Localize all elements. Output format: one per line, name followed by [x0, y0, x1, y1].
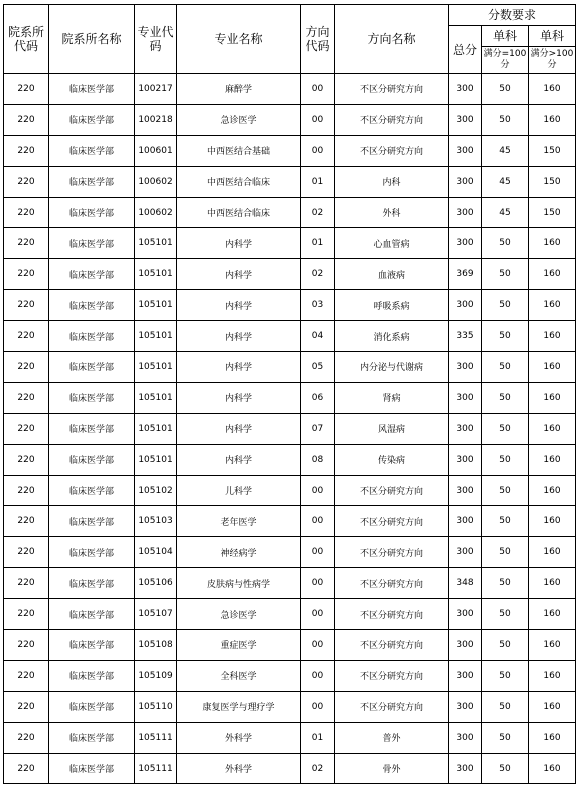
total-score-cell: 300: [449, 444, 482, 475]
dept-code-cell: 220: [4, 259, 49, 290]
dept-code-cell: 220: [4, 568, 49, 599]
major-name-cell: 内科学: [177, 352, 301, 383]
major-code-cell: 105108: [135, 630, 177, 661]
single-subject-over-100-cell: 150: [529, 197, 576, 228]
direction-name-cell: 不区分研究方向: [335, 568, 449, 599]
dept-code-cell: 220: [4, 506, 49, 537]
single-subject-over-100-cell: 160: [529, 537, 576, 568]
header-major-code: 专业代码: [135, 5, 177, 74]
dept-name-cell: 临床医学部: [49, 166, 135, 197]
dept-code-cell: 220: [4, 722, 49, 753]
total-score-cell: 300: [449, 475, 482, 506]
direction-code-cell: 00: [301, 506, 335, 537]
direction-name-cell: 呼吸系病: [335, 290, 449, 321]
single-subject-100-cell: 50: [482, 506, 529, 537]
major-code-cell: 105107: [135, 599, 177, 630]
header-direction-name: 方向名称: [335, 5, 449, 74]
dept-code-cell: 220: [4, 537, 49, 568]
major-name-cell: 外科学: [177, 722, 301, 753]
major-code-cell: 100218: [135, 104, 177, 135]
major-name-cell: 内科学: [177, 444, 301, 475]
table-row: [4, 321, 576, 352]
direction-code-cell: 00: [301, 74, 335, 105]
dept-code-cell: 220: [4, 413, 49, 444]
single-subject-over-100-cell: 160: [529, 506, 576, 537]
direction-code-cell: 00: [301, 135, 335, 166]
table-row: [4, 537, 576, 568]
total-score-cell: 300: [449, 352, 482, 383]
total-score-cell: 300: [449, 228, 482, 259]
table-row: [4, 568, 576, 599]
dept-code-cell: 220: [4, 290, 49, 321]
header-score-requirements: 分数要求: [449, 5, 576, 26]
dept-name-cell: 临床医学部: [49, 537, 135, 568]
total-score-cell: 300: [449, 753, 482, 784]
table-row: [4, 290, 576, 321]
header-total-score: 总分: [449, 26, 482, 74]
dept-name-cell: 临床医学部: [49, 660, 135, 691]
direction-name-cell: 不区分研究方向: [335, 475, 449, 506]
major-code-cell: 105101: [135, 382, 177, 413]
direction-name-cell: 不区分研究方向: [335, 74, 449, 105]
direction-code-cell: 04: [301, 321, 335, 352]
direction-name-cell: 不区分研究方向: [335, 599, 449, 630]
dept-name-cell: 临床医学部: [49, 753, 135, 784]
major-name-cell: 康复医学与理疗学: [177, 691, 301, 722]
direction-name-cell: 心血管病: [335, 228, 449, 259]
total-score-cell: 300: [449, 506, 482, 537]
major-name-cell: 内科学: [177, 321, 301, 352]
major-name-cell: 内科学: [177, 228, 301, 259]
header-full-marks-100: 满分=100分: [482, 47, 529, 74]
dept-name-cell: 临床医学部: [49, 74, 135, 105]
total-score-cell: 300: [449, 382, 482, 413]
dept-name-cell: 临床医学部: [49, 630, 135, 661]
single-subject-over-100-cell: 160: [529, 568, 576, 599]
direction-code-cell: 00: [301, 660, 335, 691]
total-score-cell: 300: [449, 537, 482, 568]
header-dept-code: 院系所代码: [4, 5, 49, 74]
direction-code-cell: 00: [301, 691, 335, 722]
single-subject-100-cell: 50: [482, 352, 529, 383]
single-subject-over-100-cell: 160: [529, 691, 576, 722]
single-subject-100-cell: 50: [482, 568, 529, 599]
single-subject-100-cell: 50: [482, 722, 529, 753]
direction-code-cell: 03: [301, 290, 335, 321]
major-code-cell: 105104: [135, 537, 177, 568]
major-name-cell: 内科学: [177, 290, 301, 321]
direction-code-cell: 00: [301, 630, 335, 661]
major-code-cell: 105106: [135, 568, 177, 599]
single-subject-100-cell: 50: [482, 599, 529, 630]
total-score-cell: 300: [449, 722, 482, 753]
total-score-cell: 300: [449, 413, 482, 444]
direction-code-cell: 00: [301, 599, 335, 630]
major-name-cell: 中西医结合基础: [177, 135, 301, 166]
single-subject-over-100-cell: 160: [529, 475, 576, 506]
major-code-cell: 105101: [135, 321, 177, 352]
single-subject-over-100-cell: 160: [529, 444, 576, 475]
direction-name-cell: 不区分研究方向: [335, 135, 449, 166]
single-subject-100-cell: 50: [482, 537, 529, 568]
direction-name-cell: 内分泌与代谢病: [335, 352, 449, 383]
total-score-cell: 348: [449, 568, 482, 599]
direction-name-cell: 骨外: [335, 753, 449, 784]
header-single-subject-1: 单科: [482, 26, 529, 47]
dept-name-cell: 临床医学部: [49, 290, 135, 321]
single-subject-100-cell: 50: [482, 104, 529, 135]
single-subject-100-cell: 50: [482, 630, 529, 661]
total-score-cell: 300: [449, 197, 482, 228]
dept-code-cell: 220: [4, 166, 49, 197]
table-row: [4, 74, 576, 105]
score-requirements-table: [3, 4, 576, 784]
single-subject-over-100-cell: 160: [529, 382, 576, 413]
direction-name-cell: 不区分研究方向: [335, 691, 449, 722]
major-code-cell: 105101: [135, 290, 177, 321]
major-name-cell: 儿科学: [177, 475, 301, 506]
dept-name-cell: 临床医学部: [49, 197, 135, 228]
single-subject-over-100-cell: 150: [529, 166, 576, 197]
single-subject-over-100-cell: 160: [529, 321, 576, 352]
direction-code-cell: 05: [301, 352, 335, 383]
table-row: [4, 506, 576, 537]
dept-name-cell: 临床医学部: [49, 568, 135, 599]
major-name-cell: 神经病学: [177, 537, 301, 568]
dept-code-cell: 220: [4, 660, 49, 691]
single-subject-over-100-cell: 160: [529, 228, 576, 259]
major-code-cell: 100602: [135, 197, 177, 228]
dept-name-cell: 临床医学部: [49, 104, 135, 135]
major-name-cell: 皮肤病与性病学: [177, 568, 301, 599]
dept-code-cell: 220: [4, 691, 49, 722]
single-subject-over-100-cell: 160: [529, 290, 576, 321]
single-subject-over-100-cell: 160: [529, 352, 576, 383]
table-row: [4, 753, 576, 784]
single-subject-100-cell: 50: [482, 74, 529, 105]
major-code-cell: 105101: [135, 413, 177, 444]
direction-code-cell: 01: [301, 166, 335, 197]
total-score-cell: 369: [449, 259, 482, 290]
header-single-subject-2: 单科: [529, 26, 576, 47]
major-code-cell: 105101: [135, 228, 177, 259]
direction-code-cell: 02: [301, 197, 335, 228]
header-full-marks-over-100: 满分>100分: [529, 47, 576, 74]
single-subject-over-100-cell: 160: [529, 722, 576, 753]
major-code-cell: 105109: [135, 660, 177, 691]
single-subject-100-cell: 50: [482, 753, 529, 784]
direction-name-cell: 不区分研究方向: [335, 104, 449, 135]
single-subject-over-100-cell: 160: [529, 259, 576, 290]
single-subject-over-100-cell: 160: [529, 104, 576, 135]
single-subject-100-cell: 50: [482, 475, 529, 506]
header-direction-code: 方向代码: [301, 5, 335, 74]
major-code-cell: 100601: [135, 135, 177, 166]
major-code-cell: 100217: [135, 74, 177, 105]
major-code-cell: 105101: [135, 352, 177, 383]
dept-code-cell: 220: [4, 321, 49, 352]
table-row: [4, 382, 576, 413]
major-name-cell: 老年医学: [177, 506, 301, 537]
major-name-cell: 全科医学: [177, 660, 301, 691]
direction-name-cell: 风湿病: [335, 413, 449, 444]
total-score-cell: 300: [449, 599, 482, 630]
dept-code-cell: 220: [4, 228, 49, 259]
dept-name-cell: 临床医学部: [49, 691, 135, 722]
single-subject-100-cell: 50: [482, 691, 529, 722]
major-name-cell: 麻醉学: [177, 74, 301, 105]
table-row: [4, 630, 576, 661]
major-name-cell: 重症医学: [177, 630, 301, 661]
single-subject-100-cell: 50: [482, 228, 529, 259]
dept-name-cell: 临床医学部: [49, 413, 135, 444]
major-code-cell: 105101: [135, 259, 177, 290]
table-row: [4, 104, 576, 135]
major-name-cell: 内科学: [177, 413, 301, 444]
total-score-cell: 300: [449, 660, 482, 691]
dept-code-cell: 220: [4, 475, 49, 506]
major-code-cell: 105102: [135, 475, 177, 506]
direction-code-cell: 01: [301, 722, 335, 753]
single-subject-100-cell: 45: [482, 166, 529, 197]
table-row: [4, 599, 576, 630]
single-subject-100-cell: 50: [482, 444, 529, 475]
direction-name-cell: 肾病: [335, 382, 449, 413]
single-subject-100-cell: 50: [482, 413, 529, 444]
single-subject-over-100-cell: 160: [529, 753, 576, 784]
dept-code-cell: 220: [4, 599, 49, 630]
direction-name-cell: 消化系病: [335, 321, 449, 352]
major-code-cell: 105103: [135, 506, 177, 537]
dept-name-cell: 临床医学部: [49, 444, 135, 475]
single-subject-over-100-cell: 150: [529, 135, 576, 166]
dept-code-cell: 220: [4, 444, 49, 475]
table-row: [4, 722, 576, 753]
table-row: [4, 352, 576, 383]
table-row: [4, 228, 576, 259]
single-subject-100-cell: 45: [482, 135, 529, 166]
table-header: [4, 5, 576, 74]
single-subject-100-cell: 50: [482, 321, 529, 352]
dept-name-cell: 临床医学部: [49, 722, 135, 753]
direction-name-cell: 不区分研究方向: [335, 537, 449, 568]
total-score-cell: 300: [449, 630, 482, 661]
dept-code-cell: 220: [4, 74, 49, 105]
dept-name-cell: 临床医学部: [49, 475, 135, 506]
total-score-cell: 300: [449, 691, 482, 722]
dept-name-cell: 临床医学部: [49, 599, 135, 630]
dept-code-cell: 220: [4, 630, 49, 661]
single-subject-over-100-cell: 160: [529, 630, 576, 661]
total-score-cell: 300: [449, 290, 482, 321]
table-row: [4, 197, 576, 228]
direction-code-cell: 07: [301, 413, 335, 444]
dept-name-cell: 临床医学部: [49, 228, 135, 259]
direction-code-cell: 02: [301, 753, 335, 784]
direction-name-cell: 内科: [335, 166, 449, 197]
single-subject-100-cell: 50: [482, 382, 529, 413]
single-subject-over-100-cell: 160: [529, 599, 576, 630]
dept-code-cell: 220: [4, 135, 49, 166]
direction-code-cell: 02: [301, 259, 335, 290]
major-code-cell: 105110: [135, 691, 177, 722]
dept-name-cell: 临床医学部: [49, 352, 135, 383]
single-subject-100-cell: 50: [482, 290, 529, 321]
single-subject-over-100-cell: 160: [529, 413, 576, 444]
table-row: [4, 259, 576, 290]
dept-name-cell: 临床医学部: [49, 259, 135, 290]
total-score-cell: 300: [449, 74, 482, 105]
direction-name-cell: 不区分研究方向: [335, 630, 449, 661]
dept-name-cell: 临床医学部: [49, 321, 135, 352]
direction-code-cell: 01: [301, 228, 335, 259]
table-row: [4, 475, 576, 506]
single-subject-over-100-cell: 160: [529, 660, 576, 691]
total-score-cell: 300: [449, 166, 482, 197]
table-row: [4, 660, 576, 691]
single-subject-over-100-cell: 160: [529, 74, 576, 105]
single-subject-100-cell: 50: [482, 660, 529, 691]
direction-name-cell: 普外: [335, 722, 449, 753]
table-row: [4, 691, 576, 722]
dept-code-cell: 220: [4, 753, 49, 784]
single-subject-100-cell: 50: [482, 259, 529, 290]
direction-code-cell: 00: [301, 475, 335, 506]
dept-name-cell: 临床医学部: [49, 382, 135, 413]
direction-code-cell: 06: [301, 382, 335, 413]
major-name-cell: 急诊医学: [177, 599, 301, 630]
major-code-cell: 105111: [135, 753, 177, 784]
direction-code-cell: 00: [301, 537, 335, 568]
single-subject-100-cell: 45: [482, 197, 529, 228]
direction-name-cell: 血液病: [335, 259, 449, 290]
table-row: [4, 413, 576, 444]
table-row: [4, 444, 576, 475]
dept-name-cell: 临床医学部: [49, 506, 135, 537]
major-name-cell: 中西医结合临床: [177, 166, 301, 197]
major-name-cell: 中西医结合临床: [177, 197, 301, 228]
direction-code-cell: 08: [301, 444, 335, 475]
dept-code-cell: 220: [4, 352, 49, 383]
major-code-cell: 105111: [135, 722, 177, 753]
dept-code-cell: 220: [4, 197, 49, 228]
major-name-cell: 内科学: [177, 382, 301, 413]
dept-code-cell: 220: [4, 382, 49, 413]
major-code-cell: 105101: [135, 444, 177, 475]
total-score-cell: 335: [449, 321, 482, 352]
table-row: [4, 135, 576, 166]
header-major-name: 专业名称: [177, 5, 301, 74]
dept-code-cell: 220: [4, 104, 49, 135]
direction-code-cell: 00: [301, 104, 335, 135]
major-code-cell: 100602: [135, 166, 177, 197]
direction-name-cell: 传染病: [335, 444, 449, 475]
total-score-cell: 300: [449, 104, 482, 135]
dept-name-cell: 临床医学部: [49, 135, 135, 166]
direction-code-cell: 00: [301, 568, 335, 599]
table-row: [4, 166, 576, 197]
table-body: [4, 74, 576, 784]
direction-name-cell: 外科: [335, 197, 449, 228]
direction-name-cell: 不区分研究方向: [335, 660, 449, 691]
direction-name-cell: 不区分研究方向: [335, 506, 449, 537]
major-name-cell: 急诊医学: [177, 104, 301, 135]
major-name-cell: 内科学: [177, 259, 301, 290]
header-dept-name: 院系所名称: [49, 5, 135, 74]
major-name-cell: 外科学: [177, 753, 301, 784]
total-score-cell: 300: [449, 135, 482, 166]
